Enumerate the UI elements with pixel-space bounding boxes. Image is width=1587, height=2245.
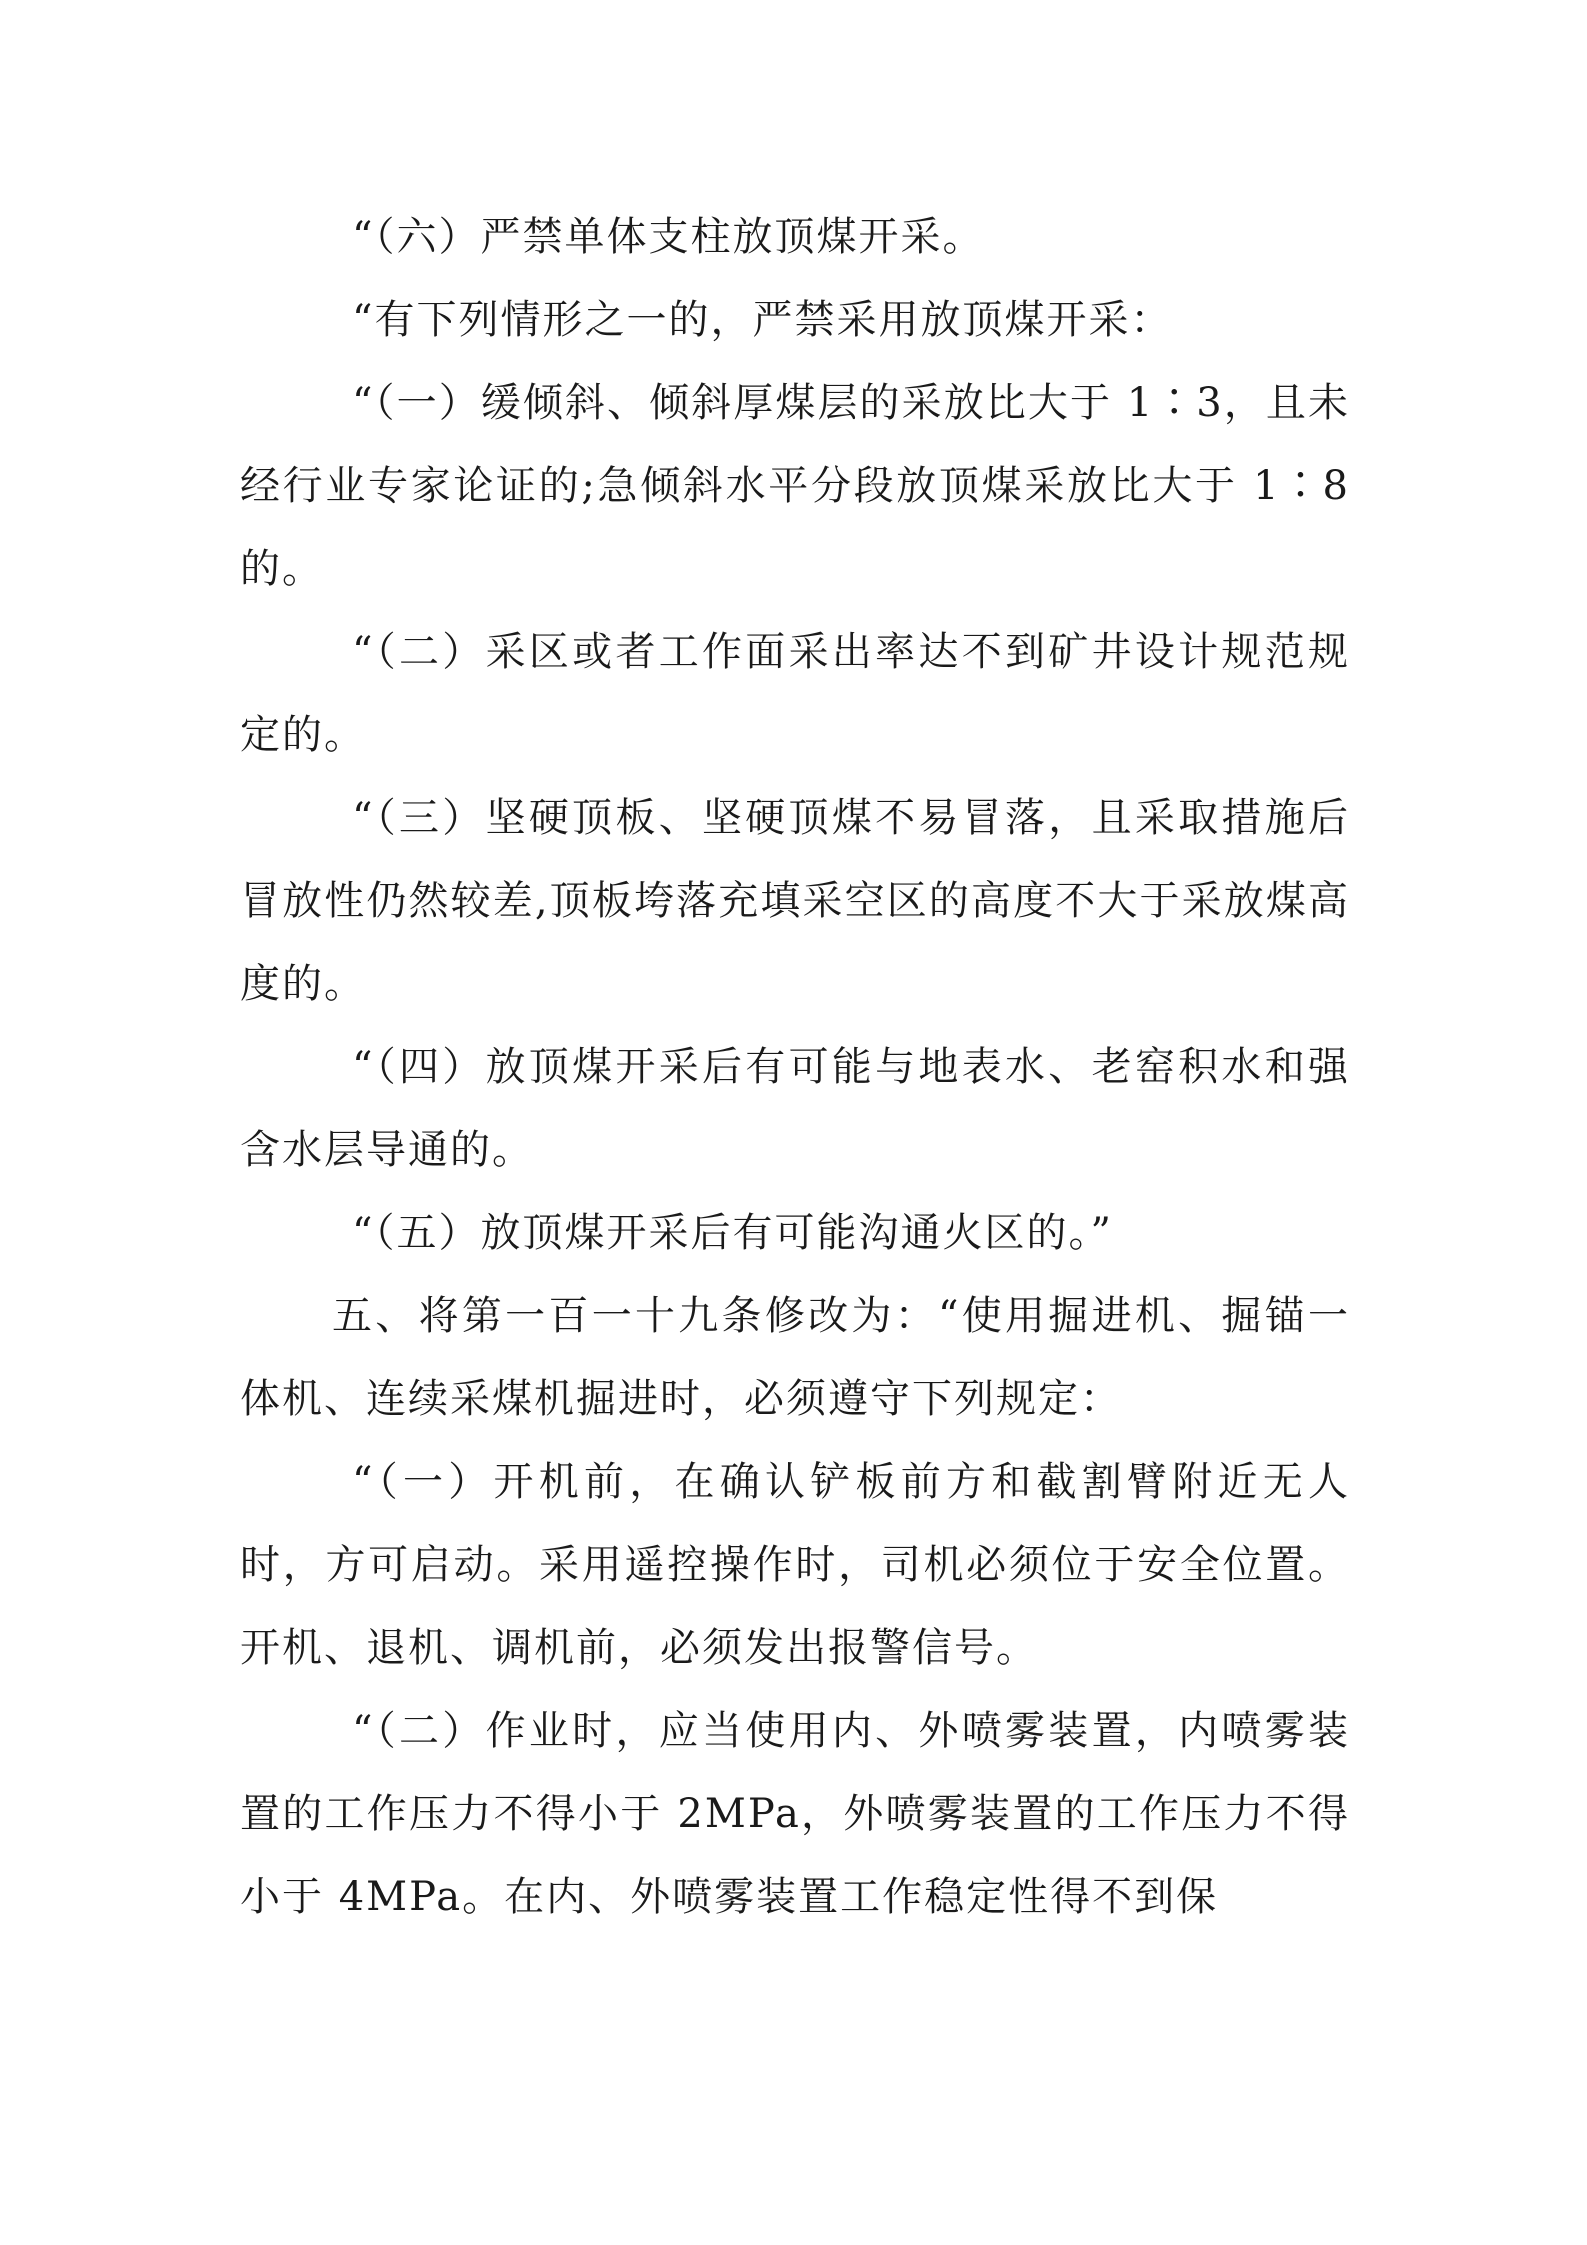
paragraph-rule-2-spray: “（二）作业时，应当使用内、外喷雾装置，内喷雾装置的工作压力不得小于 2MPa，外喷雾装置的工作压力不得小于 4MPa。在内、外喷雾装置工作稳定性得不到保 xyxy=(240,1708,1350,1920)
paragraph-article-119-amendment: 五、将第一百一十九条修改为：“使用掘进机、掘锚一体机、连续采煤机掘进时，必须遵守下列规定： xyxy=(240,1293,1350,1422)
paragraph-condition-3: “（三）坚硬顶板、坚硬顶煤不易冒落，且采取措施后冒放性仍然较差,顶板垮落充填采空区的高度不大于采放煤高度的。 xyxy=(240,795,1350,1007)
paragraph-6-single-prop-ban: “（六）严禁单体支柱放顶煤开采。 xyxy=(352,214,985,260)
paragraph-condition-1: “（一）缓倾斜、倾斜厚煤层的采放比大于 1∶3，且未经行业专家论证的;急倾斜水平分段放顶煤采放比大于 1∶8 的。 xyxy=(240,380,1350,592)
paragraph-prohibited-conditions-intro: “有下列情形之一的，严禁采用放顶煤开采： xyxy=(352,297,1173,343)
paragraph-rule-1-startup: “（一）开机前，在确认铲板前方和截割臂附近无人时，方可启动。采用遥控操作时，司机必须位于安全位置。开机、退机、调机前，必须发出报警信号。 xyxy=(240,1459,1350,1671)
paragraph-condition-5: “（五）放顶煤开采后有可能沟通火区的。” xyxy=(352,1210,1113,1256)
document-body xyxy=(240,196,1350,1939)
paragraph-condition-4: “（四）放顶煤开采后有可能与地表水、老窑积水和强含水层导通的。 xyxy=(240,1044,1350,1173)
paragraph-condition-2: “（二）采区或者工作面采出率达不到矿井设计规范规定的。 xyxy=(240,629,1350,758)
